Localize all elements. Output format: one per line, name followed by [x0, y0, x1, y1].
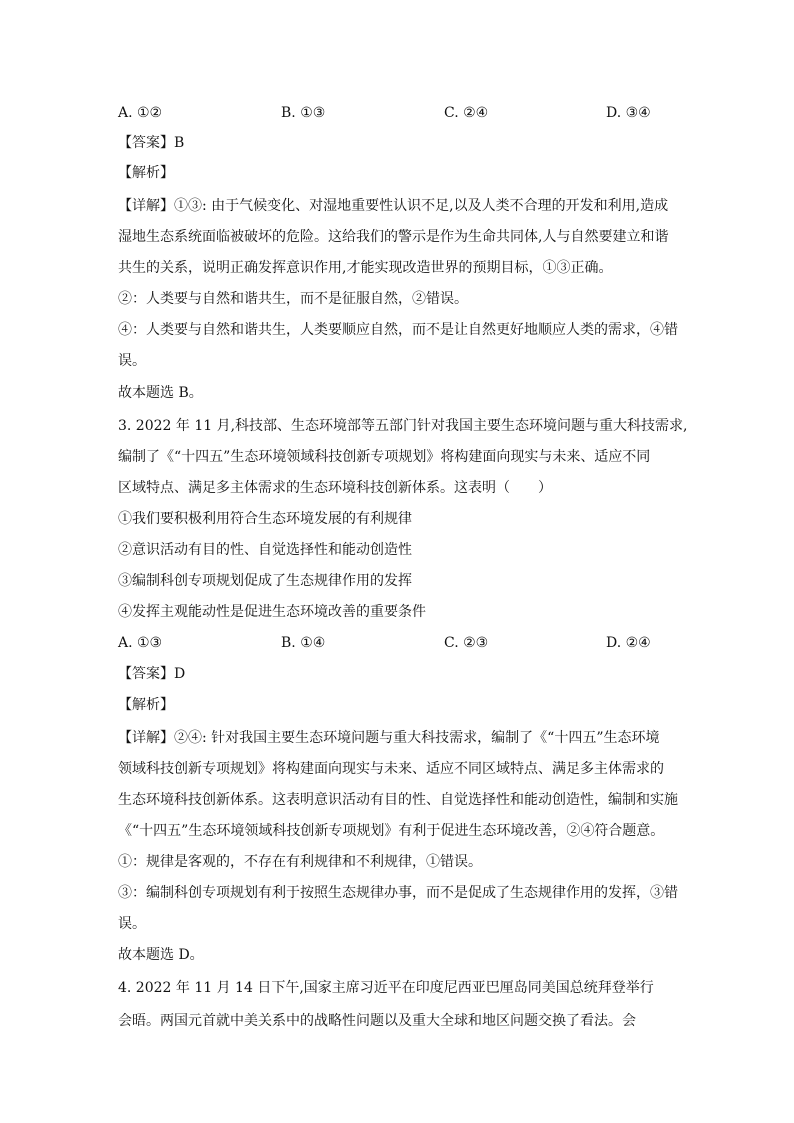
q3-conclusion: 故本题选 D。 — [118, 947, 204, 963]
q3-stem-line: 3. 2022 年 11 月,科技部、生态环境部等五部门针对我国主要生态环境问题与重大科技需求, — [118, 418, 688, 434]
q4-stem-line: 会晤。两国元首就中美关系中的战略性问题以及重大全球和地区问题交换了看法。会 — [118, 1013, 636, 1029]
q2-conclusion: 故本题选 B。 — [118, 385, 203, 401]
q3-option-a: A. ①③ — [118, 635, 163, 651]
q3-detail-line: 生态环境科技创新体系。这表明意识活动有目的性、自觉选择性和能动创造性，编制和实施 — [118, 792, 678, 808]
q2-option-a: A. ①② — [118, 105, 163, 121]
q2-detail-line: ④：人类要与自然和谐共生，人类要顺应自然，而不是让自然更好地顺应人类的需求，④错 — [118, 322, 678, 338]
q2-detail-line: 湿地生态系统面临被破坏的危险。这给我们的警示是作为生命共同体,人与自然要建立和谐 — [118, 229, 669, 245]
q2-detail-line: 【详解】①③: 由于气候变化、对湿地重要性认识不足,以及人类不合理的开发和利用,造成 — [118, 198, 669, 214]
q2-answer: 【答案】B — [118, 135, 185, 151]
q3-item: ①我们要积极利用符合生态环境发展的有利规律 — [118, 511, 412, 527]
q3-detail-line: 领域科技创新专项规划》将构建面向现实与未来、适应不同区域特点、满足多主体需求的 — [118, 761, 664, 777]
q2-detail-line: 共生的关系，说明正确发挥意识作用,才能实现改造世界的预期目标，①③正确。 — [118, 260, 613, 276]
q3-item: ③编制科创专项规划促成了生态规律作用的发挥 — [118, 573, 412, 589]
q2-option-b: B. ①③ — [281, 105, 326, 121]
q3-stem-line: 编制了《“十四五”生态环境领域科技创新专项规划》将构建面向现实与未来、适应不同 — [118, 449, 651, 465]
q3-detail-line: ③：编制科创专项规划有利于按照生态规律办事，而不是促成了生态规律作用的发挥，③错 — [118, 885, 678, 901]
q3-option-b: B. ①④ — [281, 635, 326, 651]
q3-detail-line: 【详解】②④: 针对我国主要生态环境问题与重大科技需求，编制了《“十四五”生态环境 — [118, 730, 660, 746]
q3-option-c: C. ②③ — [444, 635, 489, 651]
q2-option-d: D. ③④ — [606, 105, 651, 121]
q3-stem-line: 区域特点、满足多主体需求的生态环境科技创新体系。这表明（ ） — [118, 480, 552, 496]
q3-option-d: D. ②④ — [606, 635, 651, 651]
q3-detail-line: ①：规律是客观的，不存在有利规律和不利规律，①错误。 — [118, 854, 482, 870]
q3-detail-line: 《“十四五”生态环境领域科技创新专项规划》有利于促进生态环境改善，②④符合题意。 — [118, 823, 665, 839]
q3-item: ②意识活动有目的性、自觉选择性和能动创造性 — [118, 542, 412, 558]
q2-analysis-label: 【解析】 — [118, 165, 174, 181]
q4-stem-line: 4. 2022 年 11 月 14 日下午,国家主席习近平在印度尼西亚巴厘岛同美国总统拜登举行 — [118, 980, 654, 996]
q3-detail-line: 误。 — [118, 916, 146, 932]
q3-answer: 【答案】D — [118, 666, 186, 682]
q3-item: ④发挥主观能动性是促进生态环境改善的重要条件 — [118, 604, 426, 620]
q2-detail-line: ②：人类要与自然和谐共生，而不是征服自然，②错误。 — [118, 291, 468, 307]
q2-option-c: C. ②④ — [444, 105, 489, 121]
q3-analysis-label: 【解析】 — [118, 697, 174, 713]
q2-detail-line: 误。 — [118, 353, 146, 369]
